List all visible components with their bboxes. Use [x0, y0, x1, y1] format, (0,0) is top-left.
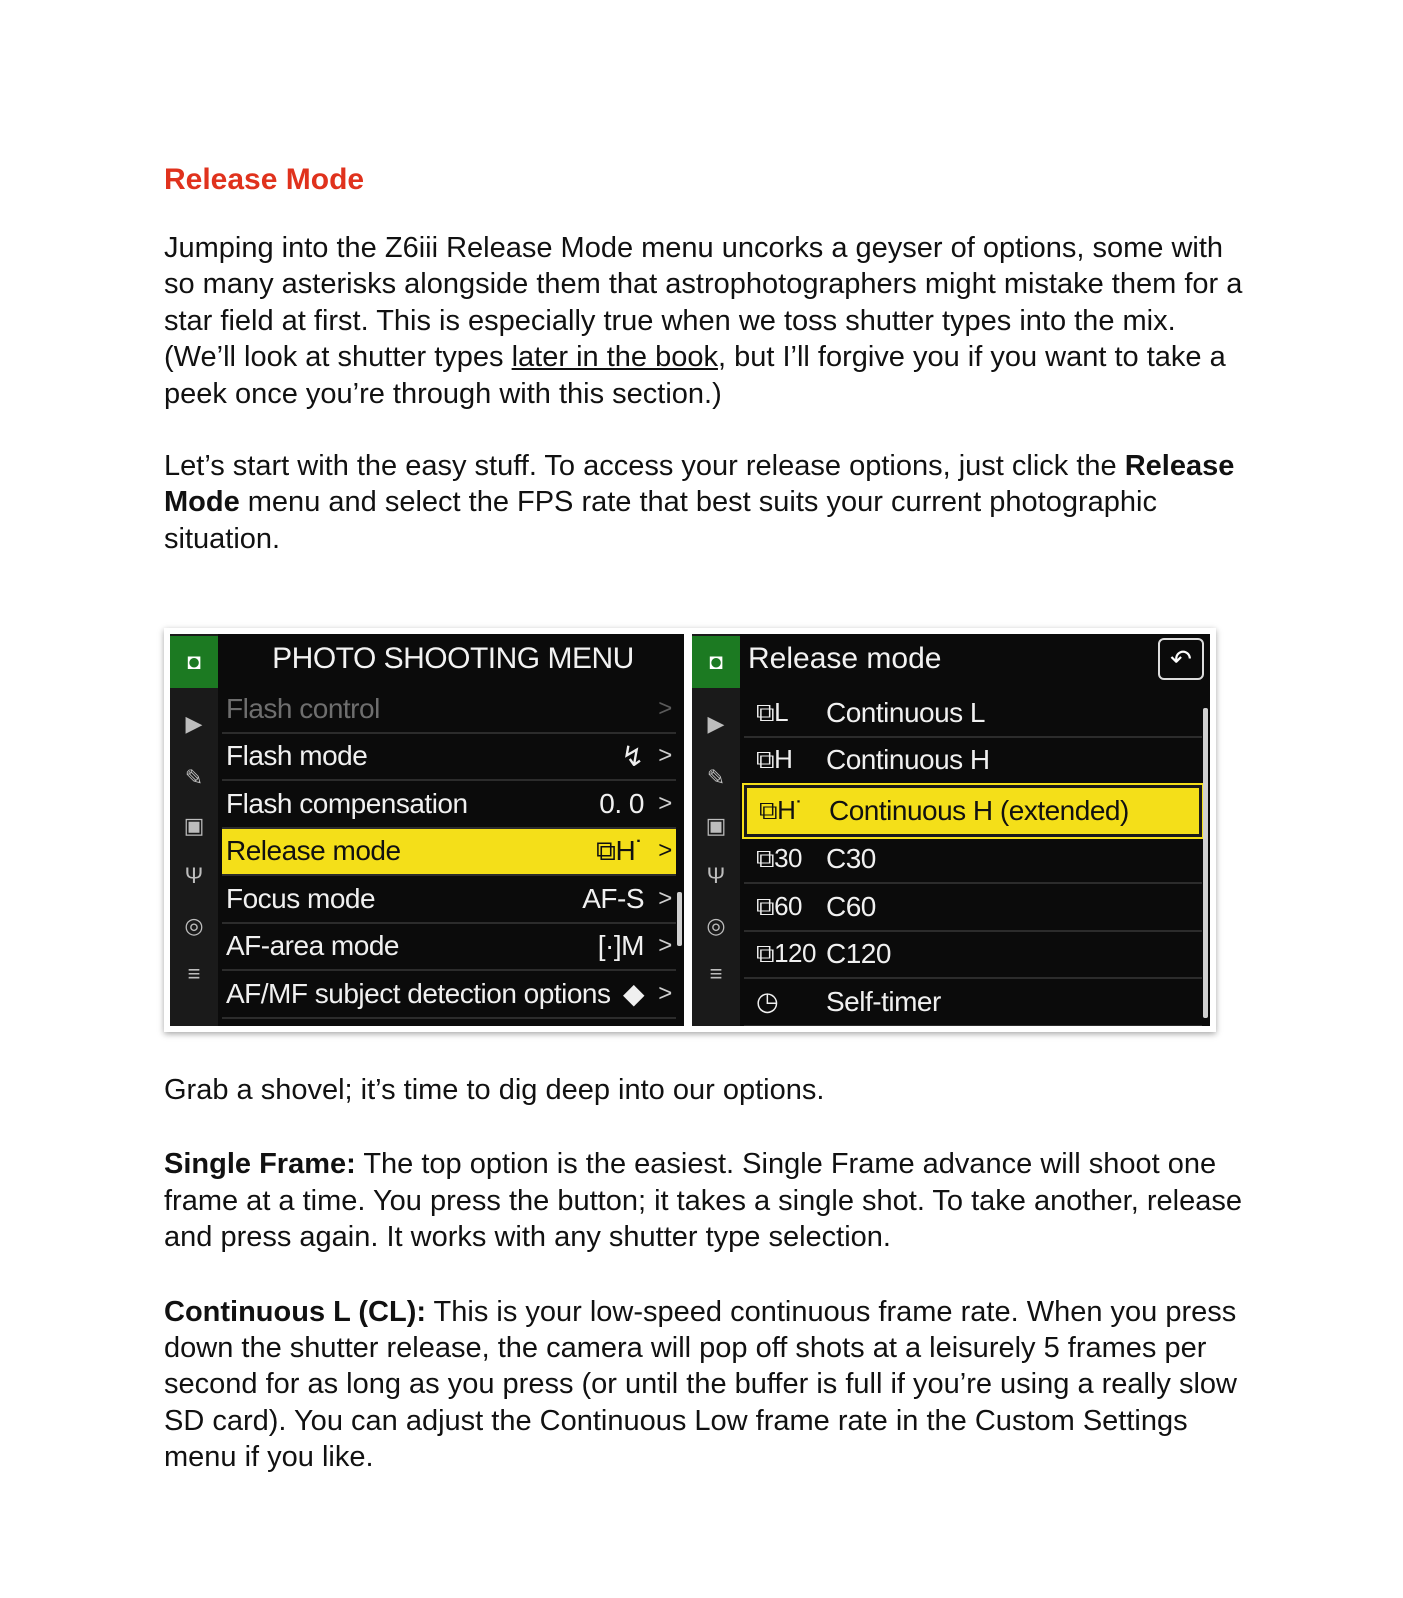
document-page-continued: [164, 1072, 1244, 1476]
release-option-label: Continuous H (extended): [829, 794, 1129, 826]
playback-icon[interactable]: ▣: [705, 813, 727, 838]
release-option-label: C120: [826, 938, 891, 970]
single-frame-term: Single Frame:: [164, 1148, 356, 1181]
menu-item-focus-mode[interactable]: [222, 876, 676, 924]
paragraph-single-frame: [164, 1146, 1244, 1255]
wrench-icon[interactable]: Ψ: [706, 863, 726, 888]
release-mode-icon: ⧉L: [756, 696, 789, 727]
chevron-right-icon: >: [658, 789, 672, 817]
chevron-right-icon: >: [658, 742, 672, 770]
menu-item-label: AF-area mode: [226, 930, 399, 962]
continuous-l-text: This is your low-speed continuous frame rate. When you press down the shutter release, the camera will pop off shots at a leisurely 5 frames per second for as long as you press (or until the buffer is full if you’re using a really slow SD card). You can adjust the Continuous Low frame rate in the Custom Settings menu if you like.: [164, 1295, 1237, 1474]
menu-item-af-mf-subject-detection-options[interactable]: [222, 971, 676, 1019]
chevron-right-icon: >: [658, 884, 672, 912]
intro-text-b: , but I’ll forgive you if you want to take a peek once you’re through with this section.): [164, 341, 1226, 410]
menu-item-value: ◆: [622, 978, 644, 1010]
wrench-icon[interactable]: Ψ: [184, 863, 204, 888]
release-mode-rows: [744, 690, 1202, 1026]
camera-icon[interactable]: ◘: [692, 636, 740, 688]
single-frame-text: The top option is the easiest. Single Frame advance will shoot one frame at a time. You press the button; it takes a single shot. To take another, release and press again. It works with any shutter type selection.: [164, 1148, 1242, 1254]
intro2-text-a: Let’s start with the easy stuff. To access your release options, just click the: [164, 450, 1125, 483]
my-menu-icon[interactable]: ≡: [709, 961, 723, 986]
release-mode-bold: Release Mode: [164, 450, 1235, 519]
menu-item-value: AF-S: [582, 882, 644, 914]
document-page: [164, 160, 1244, 557]
chevron-right-icon: >: [658, 979, 672, 1007]
release-mode-icon: ⧉120: [756, 938, 816, 969]
menu-item-label: Flash compensation: [226, 787, 468, 819]
scrollbar[interactable]: [677, 892, 682, 946]
intro-paragraph-2: [164, 448, 1244, 557]
my-menu-icon[interactable]: ≡: [187, 961, 201, 986]
release-option-c30[interactable]: [744, 837, 1202, 885]
menu-item-value: [·]M: [597, 930, 644, 962]
menu-item-value: ↯: [621, 740, 644, 772]
photo-shooting-menu-screen: [170, 634, 684, 1026]
release-option-label: Continuous L: [826, 696, 986, 728]
camera-icon[interactable]: ◘: [170, 636, 218, 688]
menu-item-flash-compensation[interactable]: [222, 781, 676, 829]
release-option-continuous-h-extended[interactable]: [744, 785, 1202, 837]
release-option-c60[interactable]: [744, 884, 1202, 932]
menu-item-value: ⧉H˙: [595, 834, 644, 866]
release-option-label: Continuous H: [826, 744, 990, 776]
chevron-right-icon: >: [658, 694, 672, 722]
menu-item-value: 0. 0: [599, 787, 644, 819]
intro-text-a: Jumping into the Z6iii Release Mode menu uncorks a geyser of options, some with so many asterisks alongside them that astrophotographers might mistake them for a star field at first. This is especially true when we toss shutter types into the mix. (We’ll look at shutter types: [164, 232, 1243, 374]
menu-title: PHOTO SHOOTING MENU: [272, 642, 634, 675]
release-mode-screen: [692, 634, 1210, 1026]
release-option-label: Self-timer: [826, 985, 941, 1017]
movie-icon[interactable]: ▶: [185, 711, 203, 736]
menu-tab-rail: [692, 634, 740, 1026]
menu-tab-rail: [170, 634, 218, 1026]
menu-rows: [222, 686, 676, 1019]
network-icon[interactable]: ◎: [706, 913, 726, 938]
paragraph-continuous-l: [164, 1294, 1244, 1476]
menu-item-flash-mode[interactable]: [222, 734, 676, 782]
continuous-l-term: Continuous L (CL):: [164, 1295, 427, 1328]
camera-menu-screenshot: [164, 628, 1216, 1032]
intro2-text-b: menu and select the FPS rate that best suits your current photographic situation.: [164, 486, 1157, 555]
release-mode-title: Release mode: [748, 642, 942, 675]
menu-item-flash-control[interactable]: [222, 686, 676, 734]
scrollbar[interactable]: [1203, 708, 1208, 1018]
menu-item-label: Focus mode: [226, 882, 376, 914]
release-option-continuous-h[interactable]: [744, 738, 1202, 786]
chevron-right-icon: >: [658, 932, 672, 960]
release-mode-icon: ⧉60: [756, 890, 802, 921]
network-icon[interactable]: ◎: [184, 913, 204, 938]
movie-icon[interactable]: ▶: [707, 711, 725, 736]
single-frame-partial: [744, 678, 1202, 688]
release-option-label: C60: [826, 890, 876, 922]
back-icon[interactable]: ↶: [1158, 638, 1204, 680]
chevron-right-icon: >: [658, 837, 672, 865]
release-option-label: C30: [826, 843, 876, 875]
release-mode-icon: ⧉H˙: [759, 794, 804, 825]
menu-item-label: Flash mode: [226, 740, 368, 772]
release-option-c120[interactable]: [744, 932, 1202, 980]
menu-item-af-area-mode[interactable]: [222, 924, 676, 972]
release-option-self-timer[interactable]: [744, 979, 1202, 1026]
menu-item-label: AF/MF subject detection options: [226, 977, 611, 1009]
later-in-book-link[interactable]: later in the book: [511, 341, 718, 374]
release-mode-icon: ⧉H: [756, 744, 793, 775]
release-option-continuous-l[interactable]: [744, 690, 1202, 738]
playback-icon[interactable]: ▣: [183, 813, 205, 838]
intro-paragraph-1: [164, 230, 1244, 412]
release-mode-icon: ⧉30: [756, 843, 802, 874]
paragraph-shovel: Grab a shovel; it’s time to dig deep into our options.: [164, 1074, 825, 1106]
pencil-icon[interactable]: ✎: [184, 765, 204, 790]
section-heading: Release Mode: [164, 163, 365, 196]
release-mode-icon: ◷: [756, 986, 779, 1017]
menu-item-label: Flash control: [226, 692, 380, 724]
menu-item-release-mode[interactable]: [222, 829, 676, 877]
pencil-icon[interactable]: ✎: [706, 765, 726, 790]
menu-item-label: Release mode: [226, 835, 401, 867]
